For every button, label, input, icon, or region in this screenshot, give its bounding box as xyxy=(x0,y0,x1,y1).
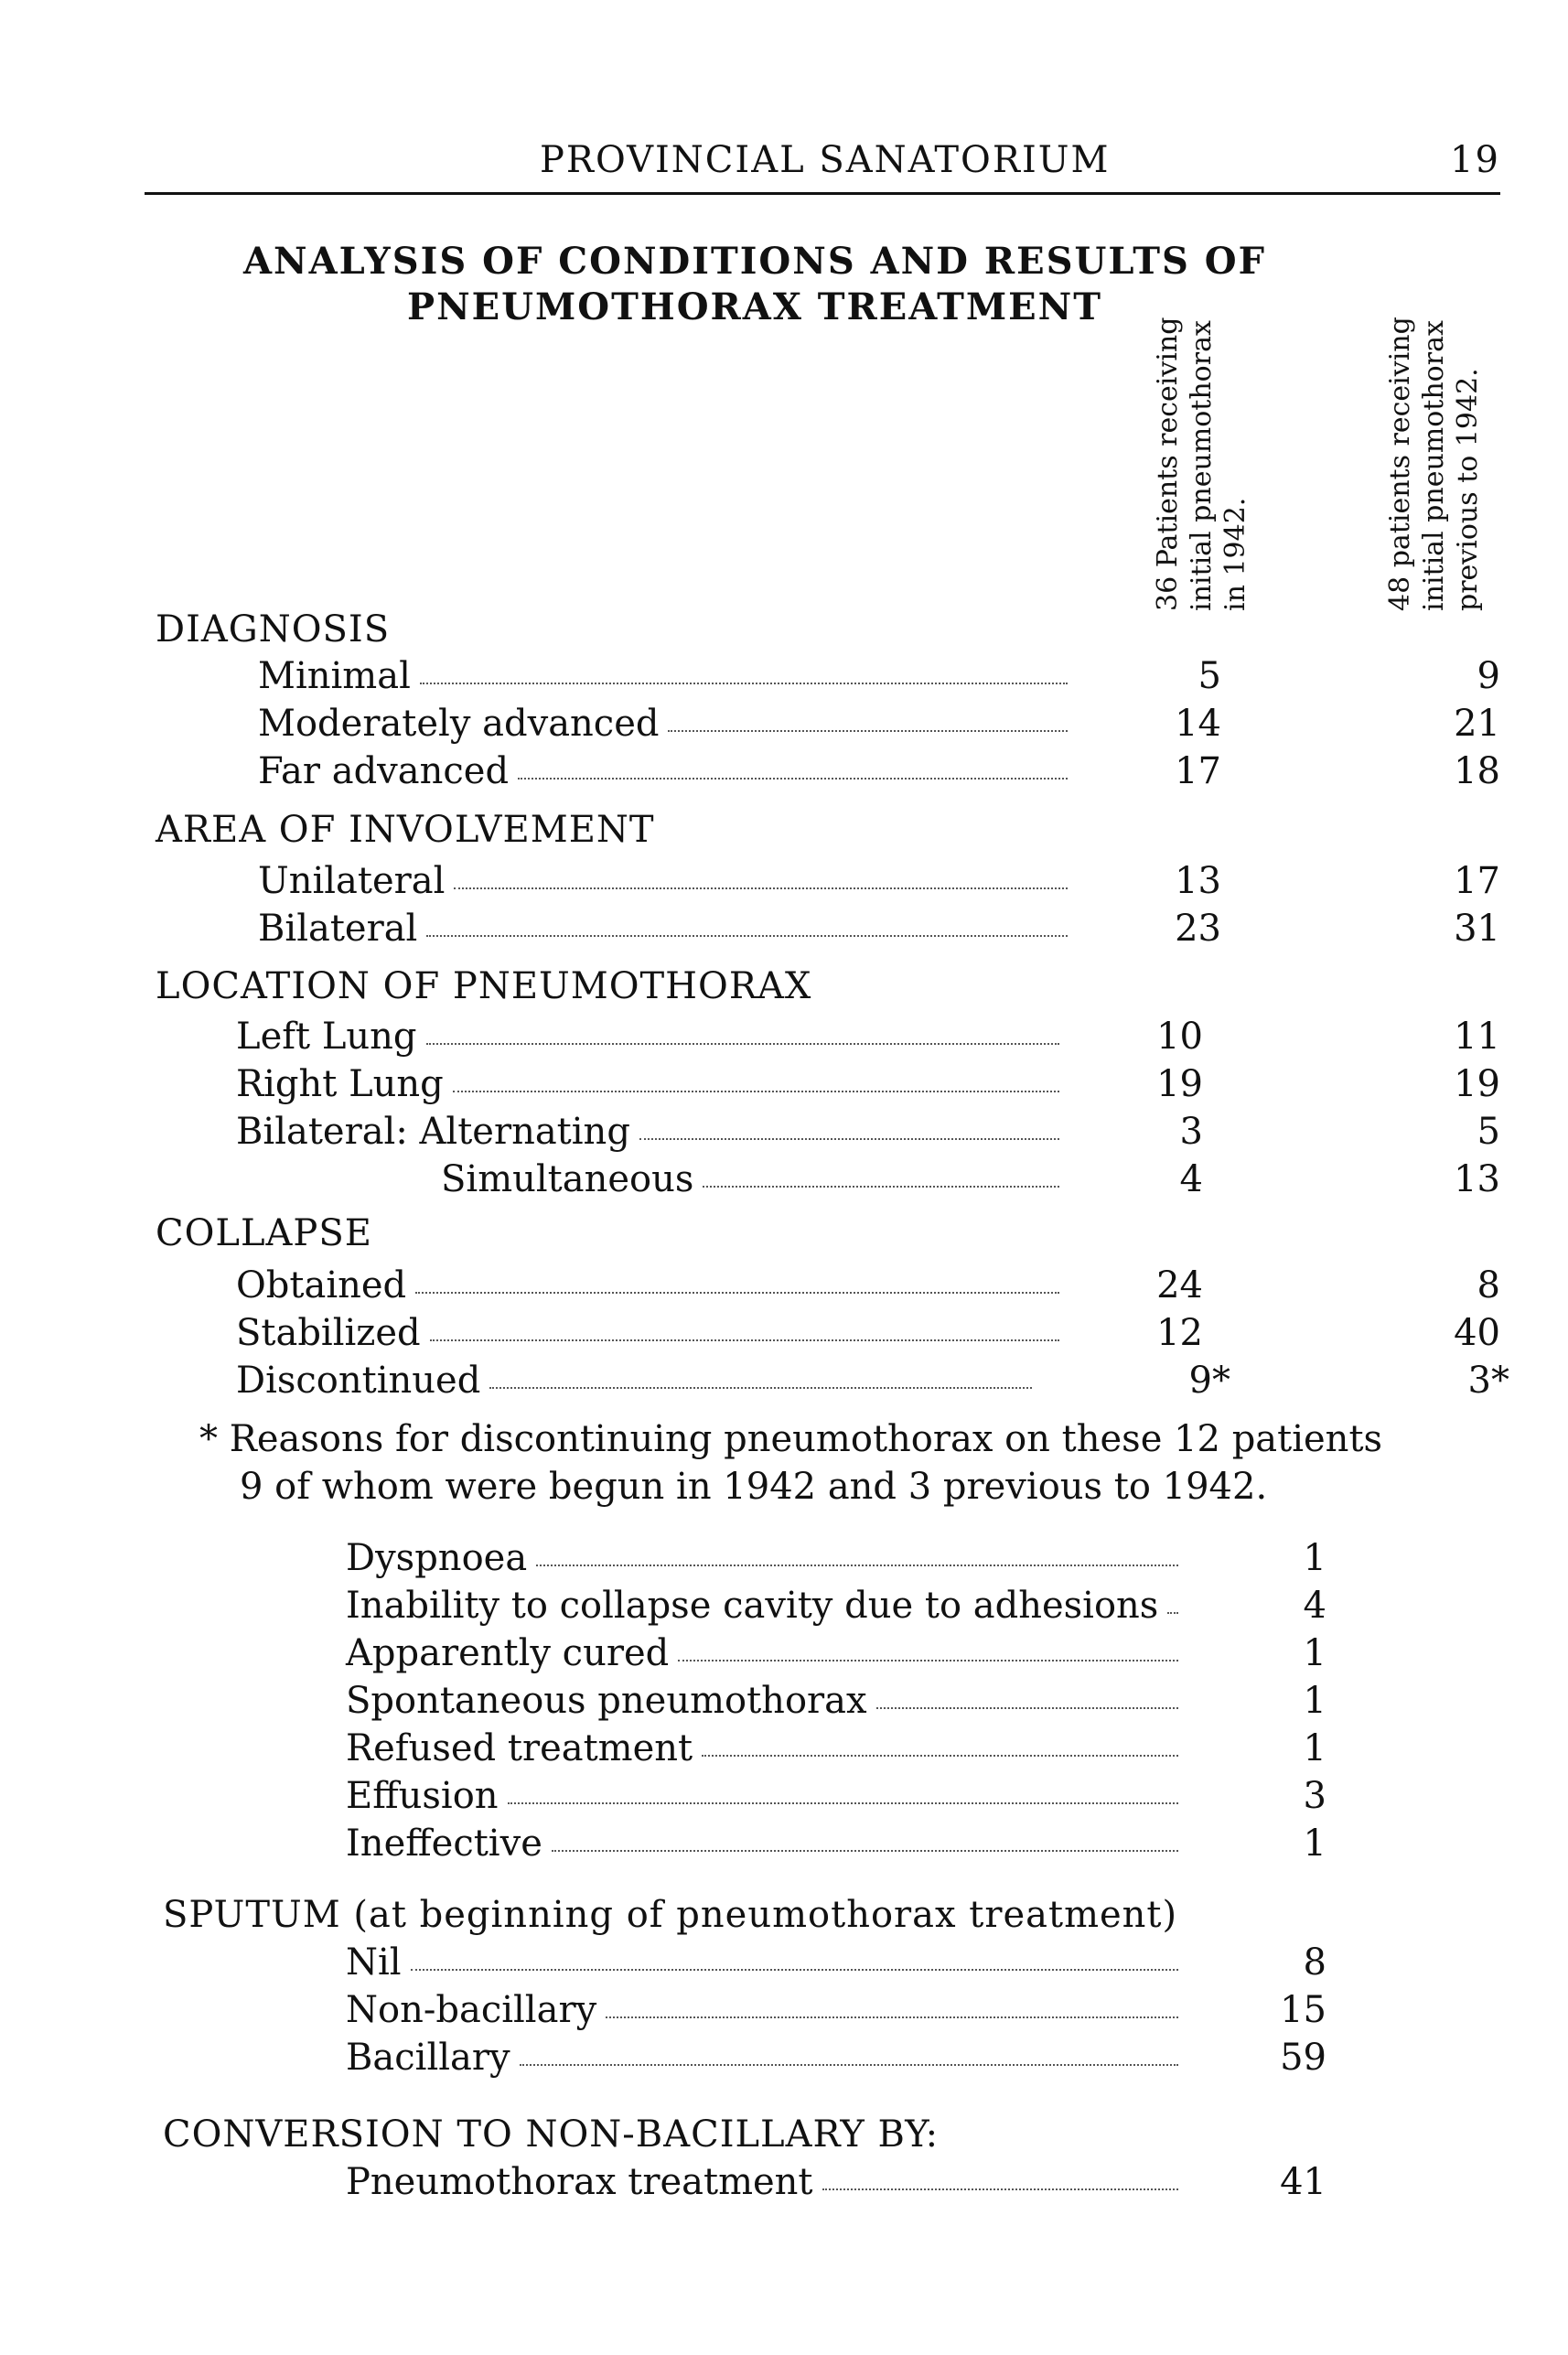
row-label: Unilateral xyxy=(258,860,446,902)
row-label: Obtained xyxy=(236,1264,407,1307)
cell-col1: 14 xyxy=(1175,703,1221,745)
row-label: Discontinued xyxy=(236,1360,481,1402)
column-header-previous: 48 patients receiving initial pneumothorax previous to 1942. xyxy=(1384,317,1484,611)
leader-dots xyxy=(668,730,1068,732)
cell-col2: 11 xyxy=(1454,1016,1500,1058)
table-row xyxy=(236,1063,1069,1109)
reason-value: 3 xyxy=(1303,1775,1326,1817)
leader-dots xyxy=(1167,1612,1178,1614)
leader-dots xyxy=(508,1802,1178,1804)
leader-dots xyxy=(489,1387,1032,1389)
leader-dots xyxy=(520,2064,1178,2066)
leader-dots xyxy=(822,2188,1178,2190)
table-row xyxy=(346,2037,1187,2082)
leader-dots xyxy=(454,887,1068,889)
section-heading-location: LOCATION OF PNEUMOTHORAX xyxy=(156,965,812,1007)
table-row xyxy=(236,1111,1069,1156)
row-label: Refused treatment xyxy=(346,1727,693,1769)
row-label: Stabilized xyxy=(236,1312,421,1354)
reason-value: 1 xyxy=(1303,1680,1326,1722)
cell-col1: 17 xyxy=(1175,750,1221,792)
row-label: Spontaneous pneumothorax xyxy=(346,1680,867,1722)
leader-dots xyxy=(536,1565,1178,1566)
row-label: Inability to collapse cavity due to adhesions xyxy=(346,1585,1159,1627)
cell-col2: 9 xyxy=(1477,655,1500,697)
leader-dots xyxy=(426,935,1068,937)
table-row xyxy=(441,1158,1069,1204)
cell-col2: 31 xyxy=(1454,908,1500,950)
sputum-value: 15 xyxy=(1280,1989,1326,2031)
table-row xyxy=(258,750,1077,796)
table-row xyxy=(258,860,1077,906)
header-rule xyxy=(145,192,1500,195)
cell-col2: 17 xyxy=(1454,860,1500,902)
section-heading-conversion: CONVERSION TO NON-BACILLARY BY: xyxy=(163,2113,940,2156)
leader-dots xyxy=(703,1186,1059,1188)
section-heading-area: AREA OF INVOLVEMENT xyxy=(156,809,655,851)
table-row xyxy=(236,1016,1069,1061)
leader-dots xyxy=(678,1660,1178,1661)
cell-col1: 4 xyxy=(1179,1158,1203,1200)
running-header: PROVINCIAL SANATORIUM xyxy=(540,139,1111,181)
leader-dots xyxy=(415,1292,1059,1294)
footnote-line-1: * Reasons for discontinuing pneumothorax on these 12 patients xyxy=(199,1418,1383,1460)
row-label: Bilateral xyxy=(258,908,418,950)
cell-col1: 13 xyxy=(1175,860,1221,902)
row-label: Dyspnoea xyxy=(346,1537,528,1579)
leader-dots xyxy=(702,1755,1178,1757)
cell-col1: 5 xyxy=(1197,655,1221,697)
list-item xyxy=(346,1632,1187,1678)
reason-value: 1 xyxy=(1303,1727,1326,1769)
page-number: 19 xyxy=(1450,139,1500,181)
cell-col1: 9* xyxy=(1188,1360,1230,1402)
cell-col2: 19 xyxy=(1454,1063,1500,1105)
table-title-line-1: ANALYSIS OF CONDITIONS AND RESULTS OF xyxy=(242,240,1267,283)
cell-col1: 19 xyxy=(1156,1063,1203,1105)
section-heading-sputum: SPUTUM (at beginning of pneumothorax treatment) xyxy=(163,1894,1178,1936)
row-label: Bilateral: Alternating xyxy=(236,1111,630,1153)
list-item xyxy=(346,1680,1187,1726)
table-row xyxy=(236,1312,1069,1358)
footnote-line-2: 9 of whom were begun in 1942 and 3 previous to 1942. xyxy=(240,1466,1268,1508)
leader-dots xyxy=(453,1091,1059,1092)
cell-col2: 8 xyxy=(1477,1264,1500,1307)
table-row xyxy=(346,2161,1187,2207)
leader-dots xyxy=(876,1707,1178,1709)
leader-dots xyxy=(639,1138,1059,1140)
cell-col2: 21 xyxy=(1454,703,1500,745)
leader-dots xyxy=(552,1850,1178,1852)
table-row xyxy=(258,655,1077,701)
table-row xyxy=(236,1264,1069,1310)
cell-col1: 12 xyxy=(1156,1312,1203,1354)
reason-value: 1 xyxy=(1303,1632,1326,1674)
list-item xyxy=(346,1537,1187,1583)
row-label: Simultaneous xyxy=(441,1158,694,1200)
cell-col2: 5 xyxy=(1477,1111,1500,1153)
table-row xyxy=(258,908,1077,953)
cell-col2: 18 xyxy=(1454,750,1500,792)
list-item xyxy=(346,1775,1187,1821)
reason-value: 1 xyxy=(1303,1823,1326,1865)
cell-col1: 10 xyxy=(1156,1016,1203,1058)
conversion-value: 41 xyxy=(1280,2161,1326,2203)
sputum-value: 59 xyxy=(1280,2037,1326,2079)
row-label: Far advanced xyxy=(258,750,510,792)
leader-dots xyxy=(606,2016,1178,2018)
cell-col2: 40 xyxy=(1454,1312,1500,1354)
row-label: Pneumothorax treatment xyxy=(346,2161,813,2203)
table-row xyxy=(236,1360,1041,1405)
row-label: Left Lung xyxy=(236,1016,417,1058)
cell-col1: 24 xyxy=(1156,1264,1203,1307)
leader-dots xyxy=(430,1339,1059,1341)
cell-col2: 3* xyxy=(1467,1360,1509,1402)
cell-col1: 23 xyxy=(1175,908,1221,950)
leader-dots xyxy=(420,683,1068,684)
row-label: Non-bacillary xyxy=(346,1989,597,2031)
sputum-value: 8 xyxy=(1303,1941,1326,1984)
reason-value: 1 xyxy=(1303,1537,1326,1579)
list-item xyxy=(346,1823,1187,1868)
table-title-line-2: PNEUMOTHORAX TREATMENT xyxy=(407,285,1102,328)
column-header-1942: 36 Patients receiving initial pneumothorax in 1942. xyxy=(1152,317,1251,611)
reason-value: 4 xyxy=(1303,1585,1326,1627)
section-heading-diagnosis: DIAGNOSIS xyxy=(156,608,391,651)
table-row xyxy=(346,1989,1187,2035)
row-label: Right Lung xyxy=(236,1063,444,1105)
row-label: Moderately advanced xyxy=(258,703,660,745)
section-heading-collapse: COLLAPSE xyxy=(156,1212,372,1254)
row-label: Nil xyxy=(346,1941,402,1984)
list-item xyxy=(346,1585,1187,1630)
leader-dots xyxy=(518,778,1068,780)
row-label: Minimal xyxy=(258,655,411,697)
cell-col1: 3 xyxy=(1179,1111,1203,1153)
row-label: Bacillary xyxy=(346,2037,510,2079)
row-label: Ineffective xyxy=(346,1823,542,1865)
leader-dots xyxy=(426,1043,1059,1045)
row-label: Effusion xyxy=(346,1775,499,1817)
table-row xyxy=(258,703,1077,748)
table-row xyxy=(346,1941,1187,1987)
cell-col2: 13 xyxy=(1454,1158,1500,1200)
leader-dots xyxy=(411,1969,1178,1971)
row-label: Apparently cured xyxy=(346,1632,670,1674)
list-item xyxy=(346,1727,1187,1773)
